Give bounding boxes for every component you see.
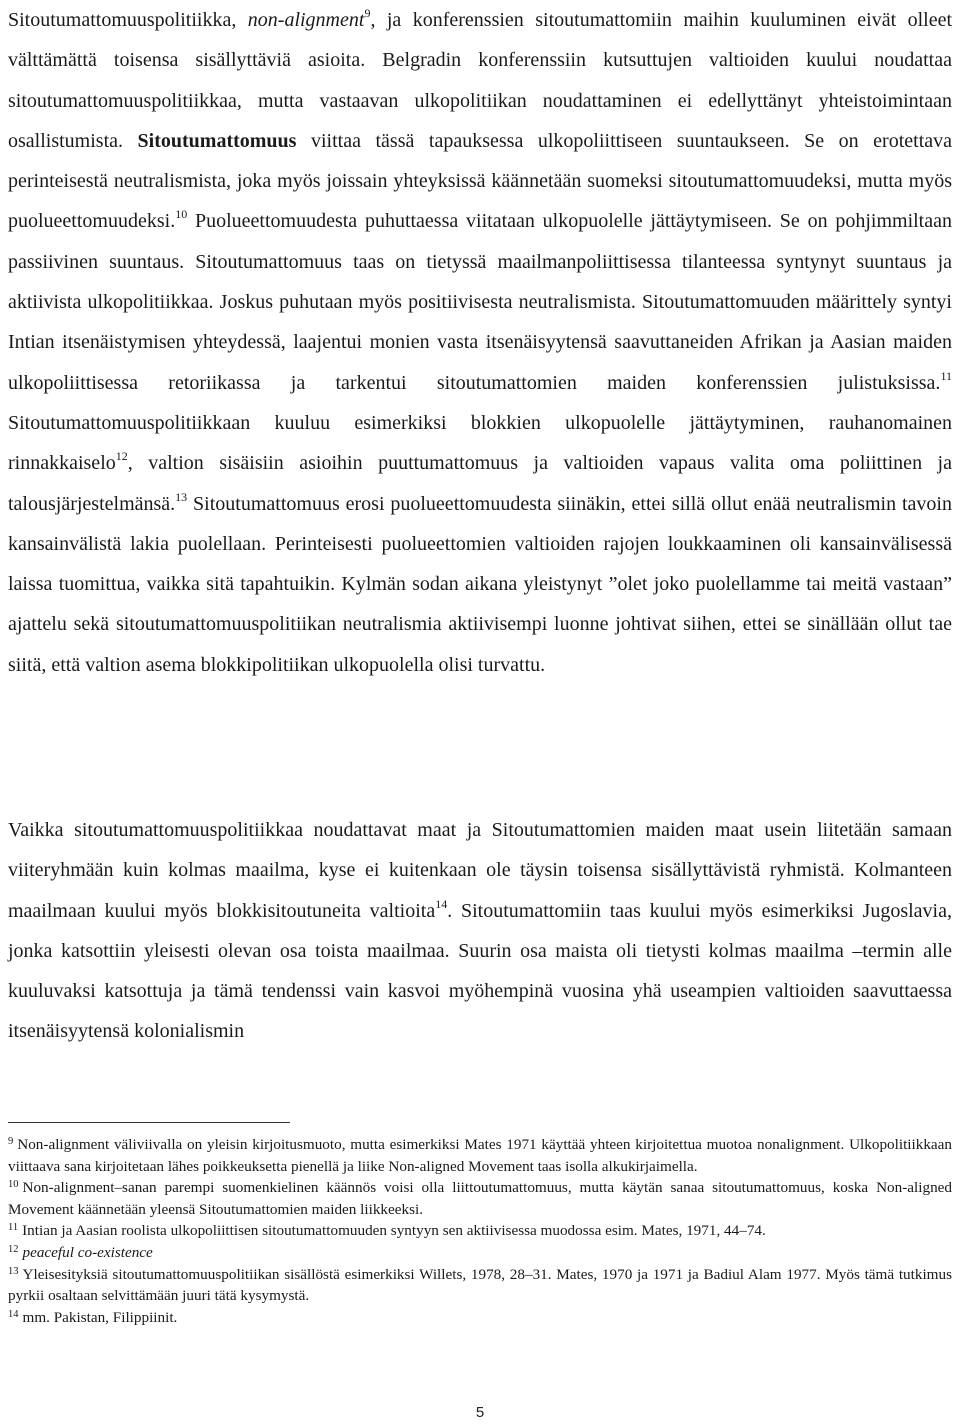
footnote-number: 14	[8, 1308, 19, 1320]
footnote	[8, 1307, 952, 1329]
footnote-number: 9	[8, 1136, 14, 1147]
paragraph-text	[8, 0, 952, 685]
footnote-number: 12	[8, 1243, 19, 1255]
footnote	[8, 1242, 952, 1264]
footnote	[8, 1264, 952, 1307]
text-run: . Sitoutumattomiin taas kuului myös esimerkiksi Jugoslavia, jonka katsottiin yleisesti olevan osa toista maailmaa. Suurin osa maista oli tietysti kolmas maailma –termin alle kuuluvaksi katsottuja ja tämä tendenssi vain kasvoi myöhempinä vuosina yhä useampien valtioiden saavuttaessa itsenäisyytensä kolonialismin	[8, 899, 952, 1043]
text-run: Non-alignment väliviivalla on yleisin kirjoitusmuoto, mutta esimerkiksi Mates 1971 käyttää yhteen kirjoitettua muotoa nonalignment. Ulkopolitiikkaan viittaava sana kirjoitetaan lähes poikkeuksetta pienellä ja liike Non-aligned Movement taas isolla alkukirjaimella.	[8, 1136, 952, 1175]
footnote-text	[23, 1309, 178, 1326]
italic-text: peaceful co-existence	[22, 1243, 153, 1261]
footnote-text	[23, 1244, 153, 1261]
page-number: 5	[475, 1404, 485, 1421]
footnotes	[8, 1134, 952, 1328]
text-run: Yleisesityksiä sitoutumattomuuspolitiikan sisällöstä esimerkiksi Willets, 1978, 28–31. Mates, 1970 ja 1971 ja Badiul Alam 1977. Myös tämä tutkimus pyrkii osaltaan selvittämään juuri tätä kysymystä.	[8, 1265, 952, 1305]
footnote-text	[8, 1179, 952, 1218]
footnote-text	[22, 1222, 766, 1239]
text-run: Vaikka sitoutumattomuuspolitiikkaa noudattavat maat ja Sitoutumattomien maiden maat usein liitetään samaan viiteryhmään kuin kolmas maailma, kyse ei kuitenkaan ole täysin toisensa sisällyttävistä ryhmistä. Kolmanteen maailmaan kuului myös blokkisitoutuneita valtioita	[8, 819, 952, 922]
footnote	[8, 1220, 952, 1242]
footnote-text	[8, 1136, 952, 1175]
body-paragraph	[8, 0, 952, 685]
footnote-reference: 11	[940, 368, 952, 383]
paragraph-text	[8, 810, 952, 1052]
text-run: Sitoutumattomuuspolitiikka,	[8, 9, 248, 31]
footnote-text	[8, 1266, 952, 1305]
footnote-reference: 9	[364, 6, 371, 20]
text-run: Sitoutumattomuuspolitiikkaan kuuluu esimerkiksi blokkien ulkopuolelle jättäytyminen, rauhanomainen rinnakkaiselo	[8, 411, 952, 475]
footnote-number: 11	[8, 1222, 19, 1234]
text-run: Sitoutumattomuus erosi puolueettomuudesta siinäkin, ettei sillä ollut enää neutralismin tavoin kansainvälistä lakia puolellaan. Perinteisesti puolueettomien valtioiden rajojen loukkaaminen oli kansainvälisessä laissa tuomittua, vaikka sitä tapahtuikin. Kylmän sodan aikana yleistynyt ”olet joko puolellamme tai meitä vastaan” ajattelu sekä sitoutumattomuuspolitiikan neutralismia aktiivisempi luonne johtivat siihen, ettei se sinällään ollut tae siitä, että valtion asema blokkipolitiikan ulkopuolella olisi turvattu.	[8, 492, 952, 676]
bold-text: Sitoutumattomuus	[137, 129, 297, 152]
footnote-number: 10	[8, 1179, 19, 1191]
footnote-reference: 12	[115, 449, 128, 464]
footnote-reference: 13	[175, 489, 188, 504]
footnote	[8, 1134, 952, 1177]
footnote-reference: 14	[435, 896, 448, 911]
text-run: , ja konferenssien sitoutumattomiin maihin kuuluminen eivät olleet välttämättä toisensa sisällyttäviä asioita. Belgradin konferenssiin kutsuttujen valtioiden kuului noudattaa sitoutumattomuuspolitiikkaa, mutta vastaavan ulkopolitiikan noudattaminen ei edellyttänyt yhteistoimintaan osallistumista.	[8, 9, 953, 152]
footnote	[8, 1177, 952, 1220]
text-run: Non-alignment–sanan parempi suomenkielinen käännös voisi olla liittoutumattomuus, mutta käytän sanaa sitoutumattomuus, koska Non-aligned Movement käännetään yleensä Sitoutumattomien maiden liikkeeksi.	[8, 1179, 952, 1218]
text-run: viittaa tässä tapauksessa ulkopoliittiseen suuntaukseen. Se on erotettava perinteisestä neutralismista, joka myös joissain yhteyksissä käännetään suomeksi sitoutumattomuudeksi, mutta myös puolueettomuudeksi.	[8, 129, 952, 233]
text-run: Intian ja Aasian roolista ulkopoliittisen sitoutumattomuuden syntyyn sen aktiivisessa muodossa esim. Mates, 1971, 44–74.	[22, 1222, 766, 1240]
text-run: , valtion sisäisiin asioihin puuttumattomuus ja valtioiden vapaus valita oma poliittinen ja talousjärjestelmänsä.	[8, 452, 952, 515]
italic-text: non-alignment	[247, 9, 365, 31]
text-run: mm. Pakistan, Filippiinit.	[22, 1308, 178, 1326]
footnote-number: 13	[8, 1265, 19, 1277]
footnote-separator	[8, 1122, 290, 1123]
body-paragraph	[8, 810, 952, 1052]
footnote-reference: 10	[175, 207, 188, 222]
text-run: Puolueettomuudesta puhuttaessa viitataan ulkopuolelle jättäytymiseen. Se on pohjimmiltaan passiivinen suuntaus. Sitoutumattomuus taas on tietyssä maailmanpoliittisessa tilanteessa syntynyt suuntaus ja aktiivista ulkopolitiikkaa. Joskus puhutaan myös positiivisesta neutralismista. Sitoutumattomuuden määrittely syntyi Intian itsenäistymisen yhteydessä, laajentui monien vasta itsenäisyytensä saavuttaneiden Afrikan ja Aasian maiden ulkopoliittisessa retoriikassa ja tarkentui sitoutumattomien maiden konferenssien julistuksissa.	[8, 210, 952, 394]
